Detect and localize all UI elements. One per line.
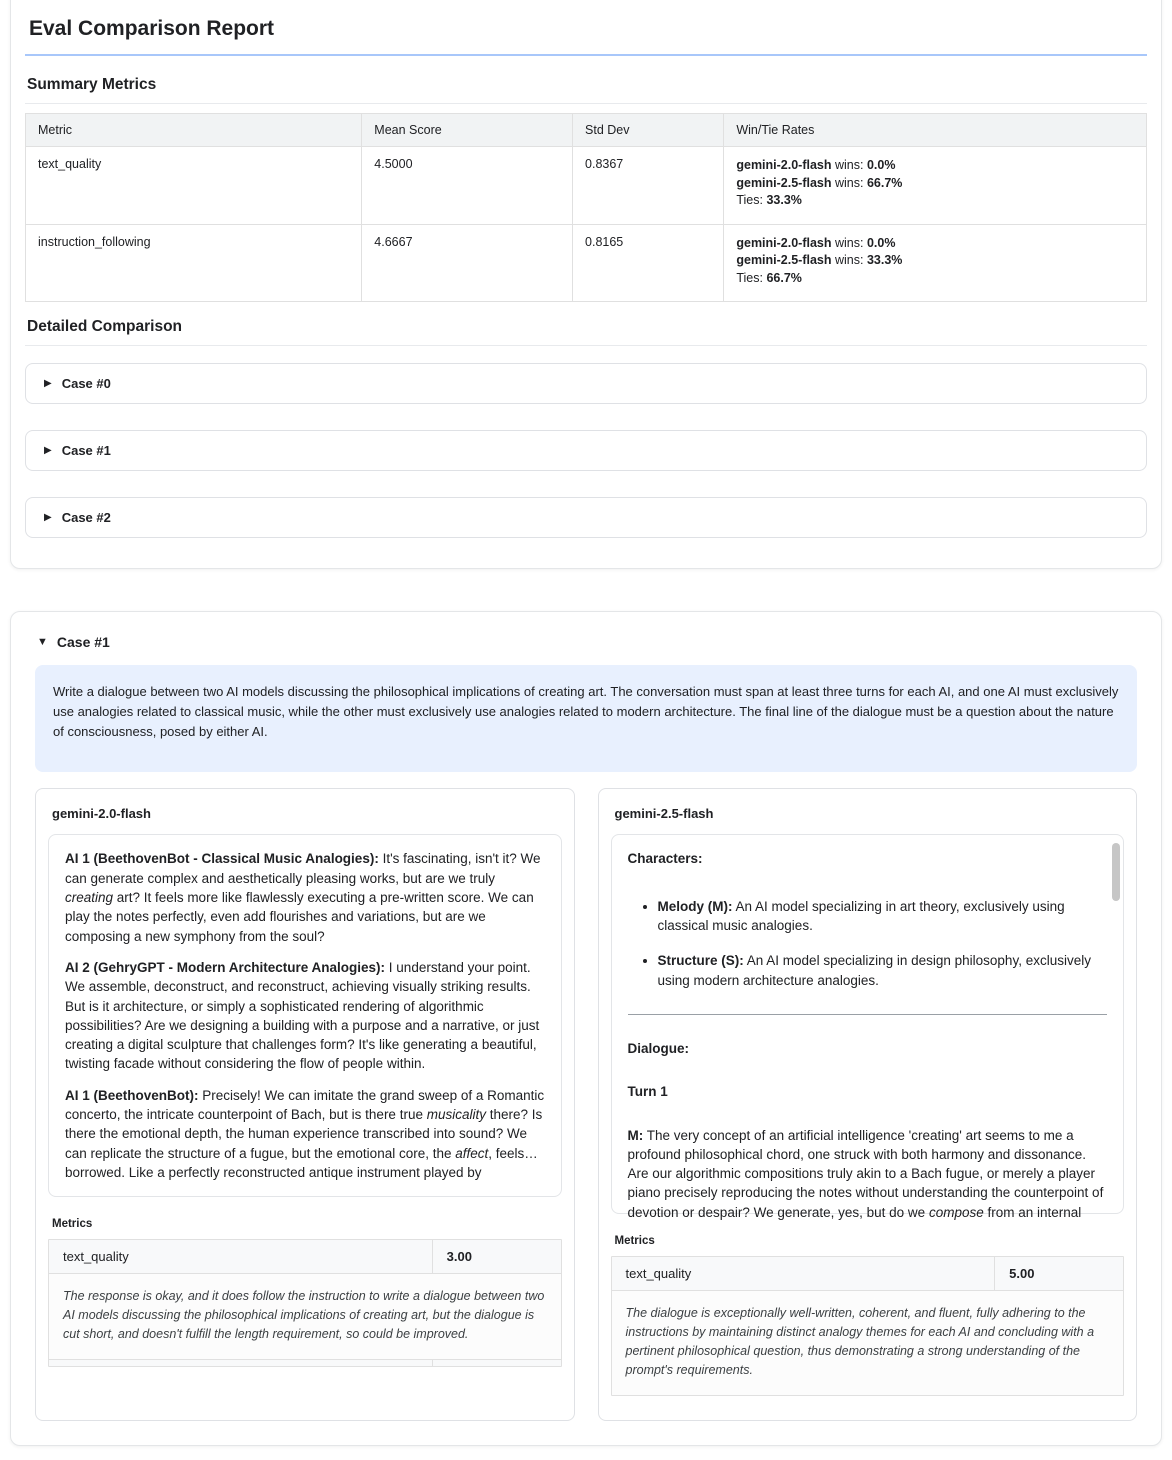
std-dev-cell: 0.8367 bbox=[573, 147, 724, 225]
model-column-gemini-2.5-flash bbox=[598, 788, 1138, 1421]
model-comparison-columns bbox=[35, 788, 1137, 1421]
case-prompt bbox=[35, 665, 1137, 772]
metric-name-cell: instruction_following bbox=[26, 224, 362, 302]
model-column-gemini-2.0-flash bbox=[35, 788, 575, 1421]
metric-name: text_quality bbox=[49, 1240, 433, 1273]
scrollbar-thumb[interactable] bbox=[1112, 843, 1120, 901]
chevron-right-icon: ▶ bbox=[44, 444, 52, 456]
metrics-heading: Metrics bbox=[614, 1235, 655, 1248]
win-rate-line: gemini-2.5-flash wins: 66.7% bbox=[736, 175, 903, 190]
tie-rate-line: Ties: 33.3% bbox=[736, 193, 802, 207]
win-tie-cell bbox=[724, 147, 1147, 225]
case-label: Case #2 bbox=[61, 510, 111, 525]
metrics-table-right bbox=[611, 1256, 1125, 1396]
column-header-metric: Metric bbox=[26, 114, 362, 147]
partial-metric-row bbox=[49, 1359, 561, 1366]
model-name-label: gemini-2.0-flash bbox=[52, 806, 151, 822]
expanded-case-card bbox=[10, 611, 1162, 1446]
case-row-1[interactable] bbox=[25, 430, 1147, 471]
chevron-right-icon: ▶ bbox=[44, 511, 52, 523]
metric-score-row bbox=[612, 1257, 1124, 1290]
table-row bbox=[26, 224, 1147, 302]
metric-score: 5.00 bbox=[1009, 1266, 1035, 1282]
tie-rate-line: Ties: 66.7% bbox=[736, 270, 802, 285]
model-name-label: gemini-2.5-flash bbox=[614, 806, 714, 822]
metrics-heading: Metrics bbox=[52, 1218, 93, 1231]
metric-explanation: The dialogue is exceptionally well-written, coherent, and fluent, fully adhering to the instructions by maintaining distinct analogy themes for each AI and concluding with a pertinent philosophical question, thus demonstrating a strong understanding of the prompt's requirements. bbox=[612, 1290, 1124, 1395]
column-header-win-tie: Win/Tie Rates bbox=[724, 114, 1147, 147]
table-row bbox=[26, 147, 1147, 225]
win-rate-line: gemini-2.0-flash wins: 0.0% bbox=[736, 235, 896, 250]
model-response-right[interactable]: Characters: • Melody (M): An AI model specializing in art theory, exclusively using classical music analogies. • Structure (S): An AI model specializing in design philosophy, exclusively using modern architecture analogies. Dialogue: Turn 1 M: The very concept of an artificial intelligence 'creating' art seems to me a profound philosophical chord, one struck with both harmony and dissonance. Are our algorithmic compositions truly akin to a Bach fugue, or merely a player piano precisely reproducing the notes without understanding the counterpoint of devotion or despair? We generate, yes, but do we compose from an internal bbox=[611, 834, 1125, 1214]
win-rate-line: gemini-2.5-flash wins: 33.3% bbox=[736, 253, 903, 267]
case-label: Case #0 bbox=[61, 376, 111, 391]
std-dev-cell: 0.8165 bbox=[573, 224, 724, 302]
detailed-comparison-heading: Detailed Comparison bbox=[25, 318, 1147, 346]
chevron-down-icon: ▼ bbox=[37, 635, 48, 648]
page-title: Eval Comparison Report bbox=[25, 17, 1147, 56]
case-prompt-text: Write a dialogue between two AI models discussing the philosophical implications of creating art. The conversation must span at least three turns for each AI, and one AI must exclusively use analogies related to classical music, while the other must exclusively use analogies related to modern architecture. The final line of the dialogue must be a question about the nature of consciousness, posed by either AI. bbox=[53, 684, 1119, 740]
summary-metrics-heading: Summary Metrics bbox=[25, 76, 1147, 104]
expanded-case-label: Case #1 bbox=[56, 634, 110, 650]
chevron-right-icon: ▶ bbox=[44, 377, 52, 389]
metric-score-row bbox=[49, 1240, 561, 1273]
mean-score-cell: 4.5000 bbox=[362, 147, 573, 225]
win-tie-cell bbox=[724, 224, 1147, 302]
column-header-std-dev: Std Dev bbox=[573, 114, 724, 147]
case-row-0[interactable] bbox=[25, 363, 1147, 404]
metrics-table-left bbox=[48, 1239, 562, 1367]
mean-score-cell: 4.6667 bbox=[362, 224, 573, 302]
summary-metrics-table bbox=[25, 113, 1147, 302]
metric-name: text_quality bbox=[612, 1257, 996, 1290]
summary-table-header-row bbox=[26, 114, 1147, 147]
metric-name-cell: text_quality bbox=[26, 147, 362, 225]
metric-score: 3.00 bbox=[446, 1249, 472, 1265]
model-response-left[interactable]: AI 1 (BeethovenBot - Classical Music Analogies): It's fascinating, isn't it? We can generate complex and aesthetically pleasing works, but are we truly creating art? It feels more like flawlessly executing a pre-written score. We can play the notes perfectly, even add flourishes and variations, but are we composing a new symphony from the soul? AI 2 (GehryGPT - Modern Architecture Analogies): I understand your point. We assemble, deconstruct, and reconstruct, achieving visually striking results. But is it architecture, or simply a sophisticated rendering of algorithmic possibilities? Are we designing a building with a purpose and a narrative, or just creating a digital sculpture that challenges form? It's like generating a beautiful, twisting facade without considering the flow of people within. AI 1 (BeethovenBot): Precisely! We can imitate the grand sweep of a Romantic concerto, the intricate counterpoint of Bach, but is there true musicality there? Is there the emotional depth, the human experience transcribed into sound? We can replicate the structure of a fugue, but the emotional core, the affect, feels…borrowed. Like a perfectly reconstructed antique instrument played by bbox=[48, 834, 562, 1197]
win-rate-line: gemini-2.0-flash wins: 0.0% bbox=[736, 158, 896, 172]
expanded-case-header[interactable] bbox=[37, 634, 1137, 650]
report-card bbox=[10, 0, 1162, 569]
case-label: Case #1 bbox=[61, 443, 111, 458]
column-header-mean-score: Mean Score bbox=[362, 114, 573, 147]
case-row-2[interactable] bbox=[25, 497, 1147, 538]
metric-explanation: The response is okay, and it does follow the instruction to write a dialogue between two AI models discussing the philosophical implications of creating art, but the dialogue is cut short, and doesn't fulfill the length requirement, so could be improved. bbox=[49, 1273, 561, 1359]
